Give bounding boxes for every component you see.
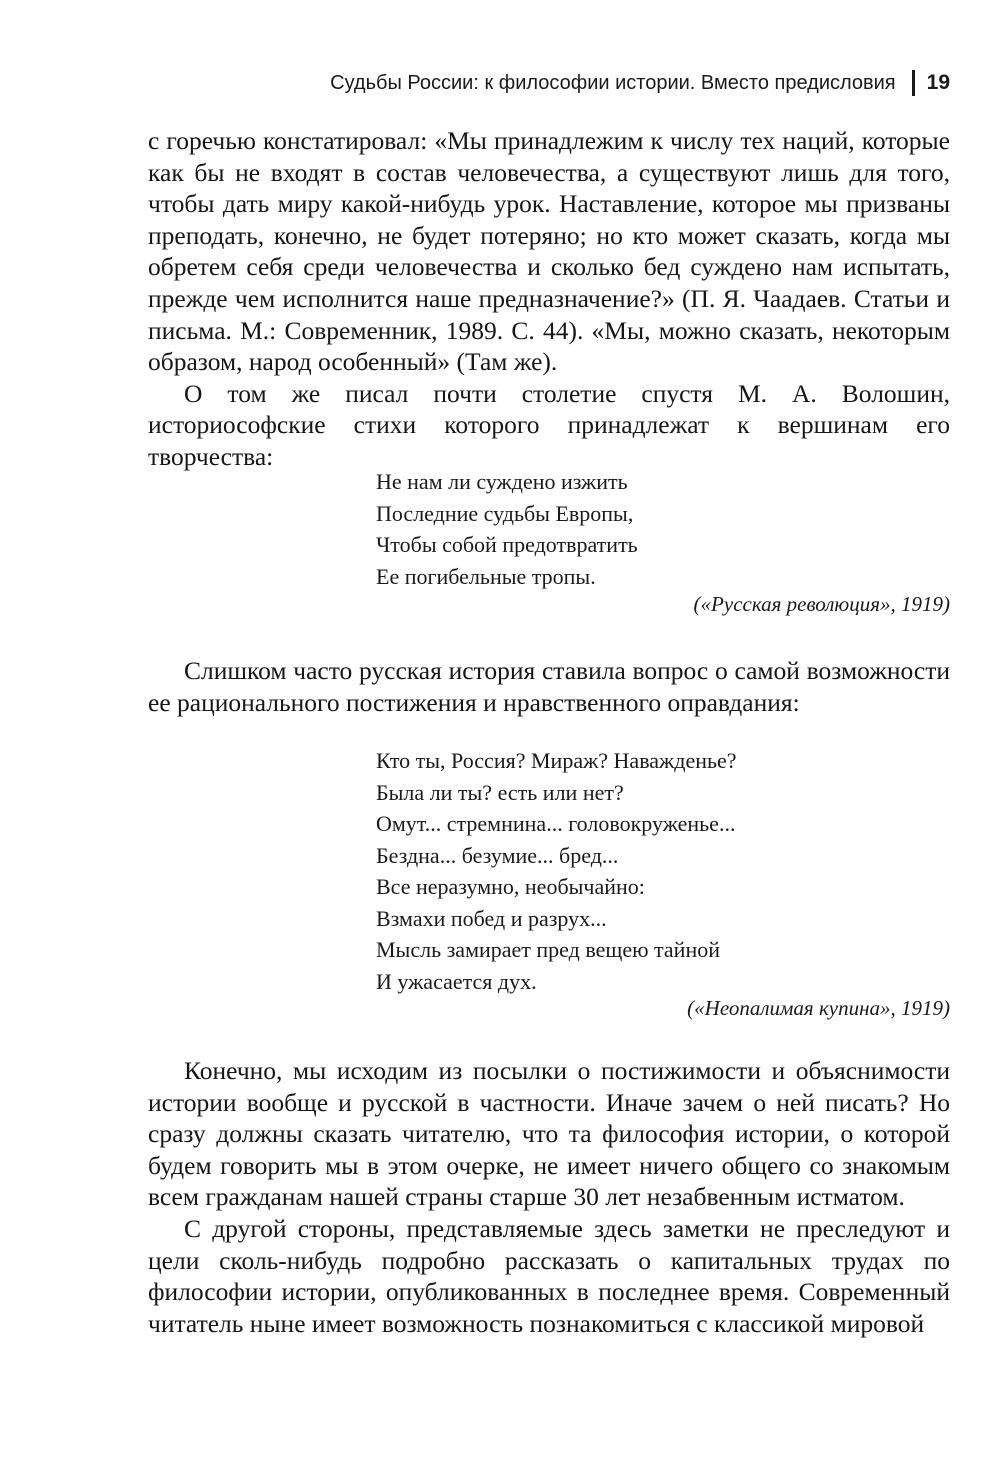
text-block-1 bbox=[148, 125, 950, 473]
verse-line: Все неразумно, необычайно: bbox=[376, 874, 645, 899]
header-separator bbox=[912, 70, 915, 96]
verse-line: Ее погибельные тропы. bbox=[376, 563, 596, 589]
paragraph: С другой стороны, представляемые здесь заметки не преследуют и цели сколь-нибудь подробно рассказать о капитальных трудах по философии истории, опубликованных в последнее время. Современный читатель ныне имеет возможность познакомиться с классикой мировой bbox=[148, 1213, 950, 1338]
paragraph: с горечью констатировал: «Мы принадлежим к числу тех наций, которые как бы не входят в состав человечества, а существуют лишь для того, чтобы дать миру какой-нибудь урок. Наставление, которое мы призваны преподать, конечно, не будет потеряно; но кто может сказать, когда мы обретем себя среди человечества и сколько бед суждено нам испытать, прежде чем исполнится наше предназначение?» (П. Я. Чаадаев. Статьи и письма. М.: Современник, 1989. С. 44). «Мы, можно сказать, некоторым образом, народ особенный» (Там же). bbox=[148, 126, 950, 377]
verse-line: Была ли ты? есть или нет? bbox=[376, 779, 624, 805]
running-header bbox=[330, 66, 950, 100]
verse-line: Взмахи побед и разрух... bbox=[376, 905, 607, 931]
verse-voloshin-2 bbox=[376, 745, 737, 997]
page-number: 19 bbox=[926, 71, 950, 94]
paragraph: Конечно, мы исходим из посылки о постижимости и объяснимости истории вообще и русской в частности. Иначе зачем о ней писать? Но сразу должны сказать читателю, что та философия истории, о которой будем говорить мы в этом очерке, не имеет ничего общего со знакомым всем гражданам нашей страны старше 30 лет незабвенным истматом. bbox=[148, 1056, 950, 1212]
verse-voloshin-1 bbox=[376, 466, 638, 592]
verse-line: Омут... стремнина... головокруженье... bbox=[376, 811, 736, 836]
verse-line: Мысль замирает пред вещею тайной bbox=[376, 937, 720, 962]
paragraph: Слишком часто русская история ставила вопрос о самой возможности ее рационального постижения и нравственного оправдания: bbox=[148, 656, 950, 717]
verse-line: Чтобы собой предотвратить bbox=[376, 532, 638, 557]
verse-line: Бездна... безумие... бред... bbox=[376, 842, 619, 868]
text-block-3 bbox=[148, 1055, 950, 1339]
paragraph: О том же писал почти столетие спустя М. А. Волошин, историософские стихи которого принадлежат к вершинам его творчества: bbox=[148, 378, 950, 471]
running-title: Судьбы России: к философии истории. Вместо предисловия bbox=[330, 71, 896, 94]
verse-line: Не нам ли суждено изжить bbox=[376, 469, 628, 494]
verse-line: Кто ты, Россия? Мираж? Наважденье? bbox=[376, 748, 737, 773]
verse-line: Последние судьбы Европы, bbox=[376, 500, 634, 526]
text-block-2 bbox=[148, 655, 950, 718]
verse-line: И ужасается дух. bbox=[376, 968, 537, 994]
verse-attribution: («Неопалимая купина», 1919) bbox=[687, 996, 950, 1020]
verse-attribution: («Русская революция», 1919) bbox=[693, 592, 950, 616]
